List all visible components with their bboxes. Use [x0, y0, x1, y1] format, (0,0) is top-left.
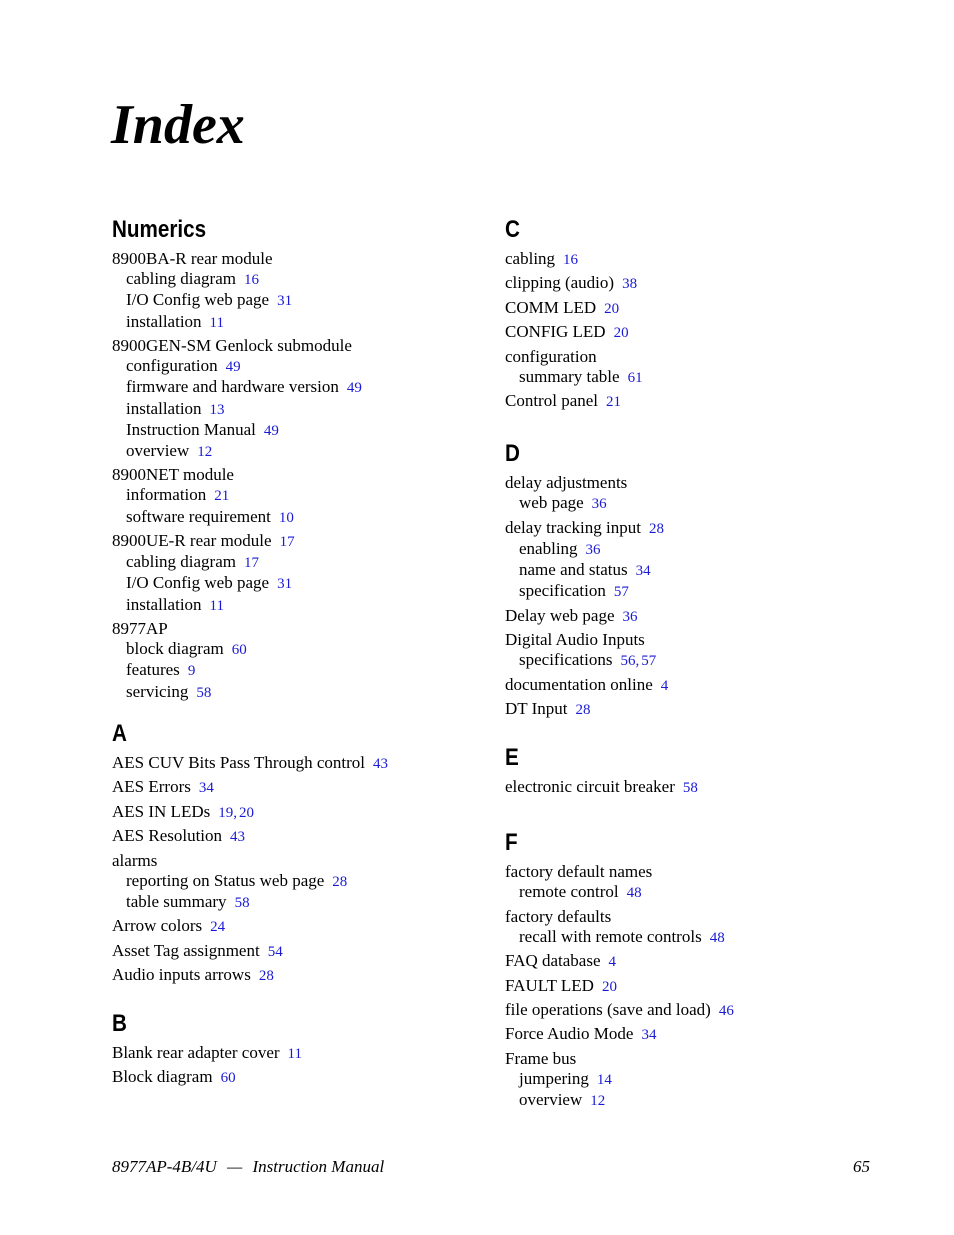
index-entry: [505, 630, 668, 650]
page-link[interactable]: 28: [648, 520, 664, 537]
page-link[interactable]: 60: [231, 642, 247, 659]
index-subentry: [505, 560, 668, 581]
page-link[interactable]: 19: [218, 804, 234, 821]
entry-term: cabling: [505, 249, 556, 268]
entry-term: DT Input: [505, 698, 568, 718]
entry-term: 8900GEN-SM Genlock submodule: [112, 335, 352, 355]
index-entry: [505, 862, 734, 882]
index-subentry: [112, 871, 388, 892]
entry-term: Force Audio Mode: [505, 1024, 634, 1044]
page-link[interactable]: 49: [263, 422, 279, 439]
entry-term: Control panel: [505, 391, 599, 411]
page-link[interactable]: 28: [258, 968, 274, 985]
page-link[interactable]: 11: [287, 1046, 302, 1062]
page-link[interactable]: 46: [718, 1002, 734, 1019]
index-subentry: [112, 595, 362, 616]
index-section-numerics: [112, 217, 362, 703]
entry-term: overview: [519, 1090, 583, 1110]
entry-term: factory default names: [505, 862, 653, 881]
entry-term: alarms: [112, 850, 158, 870]
page-link[interactable]: 9: [187, 663, 196, 680]
index-entry: [505, 273, 643, 294]
page-link[interactable]: 21: [214, 488, 230, 505]
page-link[interactable]: 36: [591, 496, 607, 513]
index-entry: [505, 699, 668, 720]
entry-term: Delay web page: [505, 605, 615, 625]
page-link[interactable]: 54: [267, 943, 283, 960]
index-entry: [112, 753, 388, 774]
entry-term: Instruction Manual: [126, 419, 256, 439]
entry-term: 8900NET module: [112, 465, 234, 485]
footer-doc-name: Instruction Manual: [252, 1157, 385, 1176]
entry-term: Frame bus: [505, 1048, 577, 1068]
page-link[interactable]: 34: [641, 1027, 657, 1044]
entry-term: Digital Audio Inputs: [505, 629, 645, 649]
index-subentry: [505, 927, 734, 948]
section-heading: B: [112, 1010, 127, 1037]
index-entry: [505, 1049, 734, 1069]
page-link[interactable]: 58: [234, 894, 250, 911]
index-subentry: [112, 312, 362, 333]
page-link[interactable]: 43: [372, 756, 388, 772]
entry-term: Audio inputs arrows: [112, 965, 251, 985]
entry-term: configuration: [505, 346, 597, 366]
entry-term: specifications: [519, 650, 613, 670]
page-link[interactable]: 20: [238, 804, 254, 821]
footer-model: 8977AP-4B/4U: [112, 1157, 217, 1176]
index-subentry: [112, 573, 362, 594]
index-subentry: [112, 441, 362, 462]
entry-term: Blank rear adapter cover: [112, 1043, 280, 1062]
index-entry: [505, 1024, 734, 1045]
entry-term: software requirement: [126, 506, 271, 526]
page-separator: ,: [233, 804, 237, 821]
entry-term: installation: [126, 594, 202, 614]
index-subentry: [112, 660, 362, 681]
page-link[interactable]: 16: [244, 272, 259, 289]
entry-term: overview: [126, 440, 190, 460]
index-entry: [112, 249, 362, 269]
index-entry: [112, 531, 362, 552]
page-link[interactable]: 14: [596, 1071, 612, 1088]
entry-term: factory defaults: [505, 906, 612, 926]
entry-term: block diagram: [126, 639, 224, 659]
index-subentry: [112, 290, 362, 311]
entry-term: I/O Config web page: [126, 290, 270, 310]
page-link[interactable]: 31: [277, 293, 293, 310]
index-entry: [112, 941, 388, 962]
page-link[interactable]: 38: [622, 276, 638, 293]
entry-term: servicing: [126, 681, 189, 701]
index-entry: [112, 851, 388, 871]
index-entry: [505, 976, 734, 997]
page-link[interactable]: 56: [620, 653, 636, 670]
entry-term: Block diagram: [112, 1067, 213, 1087]
index-section-a: [112, 721, 388, 986]
entry-term: table summary: [126, 891, 227, 911]
page-link[interactable]: 48: [709, 929, 725, 946]
entry-term: firmware and hardware version: [126, 377, 339, 397]
index-entry: [112, 777, 388, 798]
entry-term: installation: [126, 398, 202, 418]
index-section-b: [112, 1011, 302, 1088]
index-subentry: [112, 552, 362, 573]
entry-term: delay adjustments: [505, 473, 628, 492]
page-link[interactable]: 4: [608, 954, 617, 971]
entry-term: web page: [519, 493, 584, 513]
page-link[interactable]: 58: [682, 780, 698, 796]
entry-term: summary table: [519, 366, 620, 386]
entry-term: clipping (audio): [505, 273, 615, 293]
entry-term: AES Errors: [112, 777, 191, 797]
entry-term: installation: [126, 311, 202, 331]
entry-term: remote control: [519, 882, 619, 902]
index-subentry: [112, 507, 362, 528]
entry-term: COMM LED: [505, 297, 597, 317]
entry-term: features: [126, 660, 180, 680]
index-entry: [112, 1043, 302, 1064]
entry-term: AES Resolution: [112, 826, 223, 846]
index-entry: [505, 249, 643, 270]
page-link[interactable]: 24: [210, 919, 226, 936]
index-subentry: [112, 892, 388, 913]
index-entry: [112, 802, 388, 823]
index-subentry: [112, 377, 362, 398]
page-link[interactable]: 36: [622, 608, 638, 625]
page-link[interactable]: 21: [606, 394, 622, 411]
index-entry: [505, 322, 643, 343]
page-link[interactable]: 17: [244, 555, 259, 572]
index-subentry: [112, 639, 362, 660]
page-link[interactable]: 11: [209, 314, 224, 331]
entry-term: file operations (save and load): [505, 999, 711, 1019]
index-entry: [112, 465, 362, 485]
index-subentry: [112, 269, 362, 290]
index-entry: [112, 916, 388, 937]
index-subentry: [505, 1069, 734, 1090]
index-subentry: [112, 356, 362, 377]
footer-manual-title: [112, 1157, 384, 1177]
index-entry: [505, 391, 643, 412]
entry-term: enabling: [519, 538, 578, 558]
entry-term: documentation online: [505, 674, 653, 694]
entry-term: FAQ database: [505, 951, 601, 971]
index-subentry: [505, 539, 668, 560]
index-entry: [505, 675, 668, 696]
index-entry: [505, 1000, 734, 1021]
index-subentry: [505, 882, 734, 903]
section-heading: A: [112, 720, 127, 747]
index-entry: [505, 518, 668, 539]
entry-term: 8900UE-R rear module: [112, 531, 272, 551]
index-section-c: [505, 217, 643, 412]
page-link[interactable]: 49: [346, 380, 362, 397]
entry-term: reporting on Status web page: [126, 870, 325, 890]
page-link[interactable]: 36: [585, 541, 601, 558]
index-section-e: [505, 745, 698, 798]
page-link[interactable]: 28: [575, 701, 591, 718]
page-link[interactable]: 31: [277, 576, 293, 593]
entry-term: Arrow colors: [112, 916, 203, 936]
page-link[interactable]: 49: [225, 359, 241, 376]
index-entry: [112, 965, 388, 986]
section-heading: C: [505, 216, 520, 243]
page-link[interactable]: 34: [198, 780, 214, 797]
entry-term: I/O Config web page: [126, 573, 270, 593]
page-link[interactable]: 20: [601, 978, 617, 995]
entry-term: 8977AP: [112, 619, 168, 638]
index-subentry: [112, 420, 362, 441]
index-entry: [505, 907, 734, 927]
page-link[interactable]: 13: [209, 401, 225, 418]
entry-term: electronic circuit breaker: [505, 777, 675, 796]
footer-page-number: 65: [853, 1157, 870, 1176]
page-link[interactable]: 20: [613, 325, 629, 342]
index-subentry: [505, 367, 643, 388]
entry-term: delay tracking input: [505, 517, 641, 537]
section-heading: Numerics: [112, 216, 207, 243]
page-link[interactable]: 48: [626, 885, 642, 902]
index-entry: [112, 619, 362, 639]
index-entry: [505, 298, 643, 319]
index-subentry: [505, 650, 668, 671]
page-link[interactable]: 28: [332, 873, 348, 890]
page-link[interactable]: 12: [197, 443, 213, 460]
page-link[interactable]: 17: [279, 534, 295, 551]
page-link[interactable]: 57: [613, 584, 629, 601]
entry-term: Asset Tag assignment: [112, 940, 260, 960]
index-entry: [505, 606, 668, 627]
page-link[interactable]: 12: [590, 1093, 606, 1110]
entry-term: AES CUV Bits Pass Through control: [112, 753, 365, 772]
page-link[interactable]: 57: [641, 653, 657, 670]
page-link[interactable]: 20: [604, 300, 620, 317]
page-link[interactable]: 4: [660, 677, 669, 694]
index-subentry: [505, 493, 668, 514]
page-title: Index: [111, 94, 245, 156]
entry-term: cabling diagram: [126, 552, 236, 572]
page-link[interactable]: 60: [220, 1070, 236, 1087]
page-link[interactable]: 58: [196, 684, 212, 701]
page-link[interactable]: 16: [563, 252, 579, 268]
index-entry: [505, 951, 734, 972]
index-subentry: [112, 485, 362, 506]
index-entry: [112, 1067, 302, 1088]
page-link[interactable]: 43: [230, 829, 246, 846]
entry-term: configuration: [126, 356, 218, 376]
index-section-d: [505, 441, 668, 720]
page-link[interactable]: 11: [209, 597, 224, 614]
entry-term: recall with remote controls: [519, 926, 702, 946]
index-entry: [505, 777, 698, 798]
section-heading: D: [505, 440, 520, 467]
section-heading: F: [505, 829, 518, 856]
entry-term: information: [126, 485, 207, 505]
page-separator: ,: [635, 653, 640, 670]
index-subentry: [505, 1090, 734, 1111]
index-subentry: [112, 682, 362, 703]
entry-term: FAULT LED: [505, 975, 594, 995]
entry-term: jumpering: [519, 1068, 589, 1088]
section-heading: E: [505, 744, 519, 771]
page-link[interactable]: 34: [635, 562, 651, 579]
page-link[interactable]: 10: [278, 509, 294, 526]
footer-dash: —: [227, 1157, 243, 1176]
index-entry: [505, 473, 668, 493]
index-entry: [112, 826, 388, 847]
entry-term: AES IN LEDs: [112, 801, 211, 821]
index-subentry: [112, 399, 362, 420]
page-link[interactable]: 61: [627, 369, 643, 386]
entry-term: specification: [519, 581, 606, 601]
entry-term: name and status: [519, 559, 628, 579]
index-subentry: [505, 581, 668, 602]
index-entry: [112, 336, 362, 356]
entry-term: cabling diagram: [126, 269, 236, 289]
entry-term: 8900BA-R rear module: [112, 249, 273, 268]
index-entry: [505, 347, 643, 367]
index-section-f: [505, 830, 734, 1111]
entry-term: CONFIG LED: [505, 322, 606, 342]
